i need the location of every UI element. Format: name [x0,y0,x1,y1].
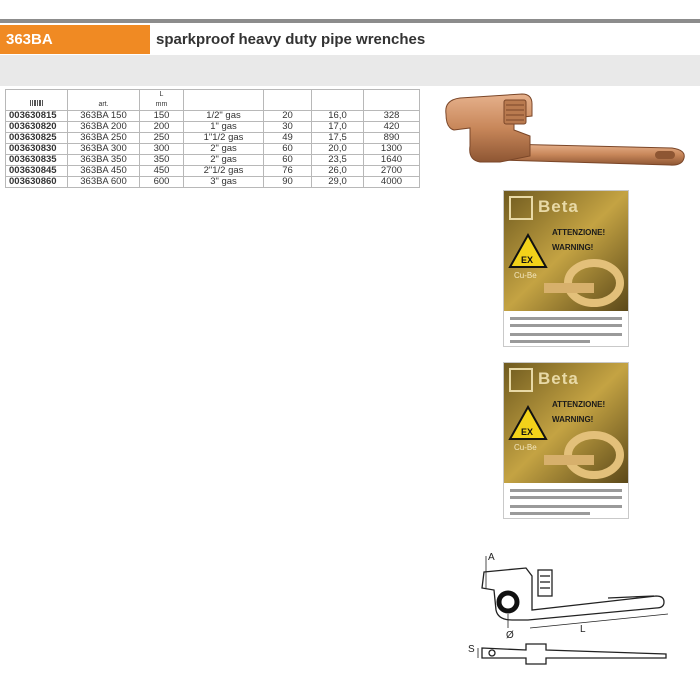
card-alloy: Cu-Be [514,443,537,452]
col-length-header: L mm [140,90,184,111]
cell-weight: 4000 [364,177,420,188]
dimension-lines [478,556,668,658]
cell-pipe: 1"1/2 gas [184,133,264,144]
col-a-header [264,90,312,111]
cell-code: 003630830 [6,144,68,155]
cell-length: 350 [140,155,184,166]
label-a: A [488,552,495,563]
warning-card [503,362,629,519]
table-row [6,155,420,166]
cell-a: 60 [264,144,312,155]
pipe-section [499,593,517,611]
table-row [6,166,420,177]
card-fine-print [510,340,590,343]
cell-pipe: 3" gas [184,177,264,188]
page-title: sparkproof heavy duty pipe wrenches [156,31,426,48]
cell-s: 29,0 [312,177,364,188]
spec-table [5,89,420,188]
cell-length: 600 [140,177,184,188]
cell-pipe: 1/2" gas [184,111,264,122]
table-row [6,144,420,155]
cell-a: 60 [264,155,312,166]
cell-a: 20 [264,111,312,122]
cell-pipe: 1" gas [184,122,264,133]
col-weight-header [364,90,420,111]
table-row [6,111,420,122]
table-row [6,122,420,133]
card-fine-print [510,324,622,327]
card-brand: Beta [538,369,579,388]
header-band [0,55,700,86]
col-art-header: art. [68,90,140,111]
wrench-product-photo [440,86,690,181]
cell-s: 20,0 [312,144,364,155]
cell-weight: 890 [364,133,420,144]
cell-pipe: 2"1/2 gas [184,166,264,177]
cell-code: 003630860 [6,177,68,188]
cell-code: 003630825 [6,133,68,144]
col-s-header [312,90,364,111]
cell-length: 450 [140,166,184,177]
card-brand: Beta [538,197,579,216]
cell-pipe: 2" gas [184,155,264,166]
cell-code: 003630845 [6,166,68,177]
card-attention: ATTENZIONE! [552,400,606,409]
top-rule [0,19,700,23]
cell-code: 003630815 [6,111,68,122]
table-row [6,133,420,144]
cell-s: 16,0 [312,111,364,122]
col-pipe-header [184,90,264,111]
ex-hazard-icon: EX [521,255,534,265]
product-code-tab: 363BA [0,25,150,54]
cell-s: 17,0 [312,122,364,133]
cell-art: 363BA 250 [68,133,140,144]
ex-hazard-icon: EX [521,427,534,437]
cell-a: 49 [264,133,312,144]
cell-s: 26,0 [312,166,364,177]
card-fine-print [510,333,622,336]
cell-art: 363BA 450 [68,166,140,177]
cell-pipe: 2" gas [184,144,264,155]
cell-s: 17,5 [312,133,364,144]
label-l: L [580,624,586,635]
cell-a: 90 [264,177,312,188]
cell-length: 300 [140,144,184,155]
table-row [6,177,420,188]
barcode-icon [30,100,44,106]
warning-card [503,190,629,347]
card-alloy: Cu-Be [514,271,537,280]
col-code-header [6,90,68,111]
cell-a: 30 [264,122,312,133]
card-warning: WARNING! [552,415,594,424]
card-fine-print [510,496,622,499]
cell-art: 363BA 200 [68,122,140,133]
cell-weight: 1640 [364,155,420,166]
card-fine-print [510,505,622,508]
cell-weight: 328 [364,111,420,122]
cell-a: 76 [264,166,312,177]
cell-art: 363BA 300 [68,144,140,155]
cell-length: 200 [140,122,184,133]
cell-length: 150 [140,111,184,122]
card-fine-print [510,512,590,515]
cell-art: 363BA 350 [68,155,140,166]
dimension-diagram [468,548,678,668]
card-fine-print [510,489,622,492]
wrench-side-view [482,644,666,664]
cell-weight: 2700 [364,166,420,177]
label-diameter: Ø [506,630,514,641]
cell-weight: 1300 [364,144,420,155]
label-s: S [468,644,475,655]
card-attention: ATTENZIONE! [552,228,606,237]
cell-code: 003630820 [6,122,68,133]
card-warning: WARNING! [552,243,594,252]
cell-art: 363BA 150 [68,111,140,122]
card-fine-print [510,317,622,320]
cell-weight: 420 [364,122,420,133]
table-header-row [6,90,420,111]
cell-art: 363BA 600 [68,177,140,188]
cell-code: 003630835 [6,155,68,166]
cell-s: 23,5 [312,155,364,166]
cell-length: 250 [140,133,184,144]
